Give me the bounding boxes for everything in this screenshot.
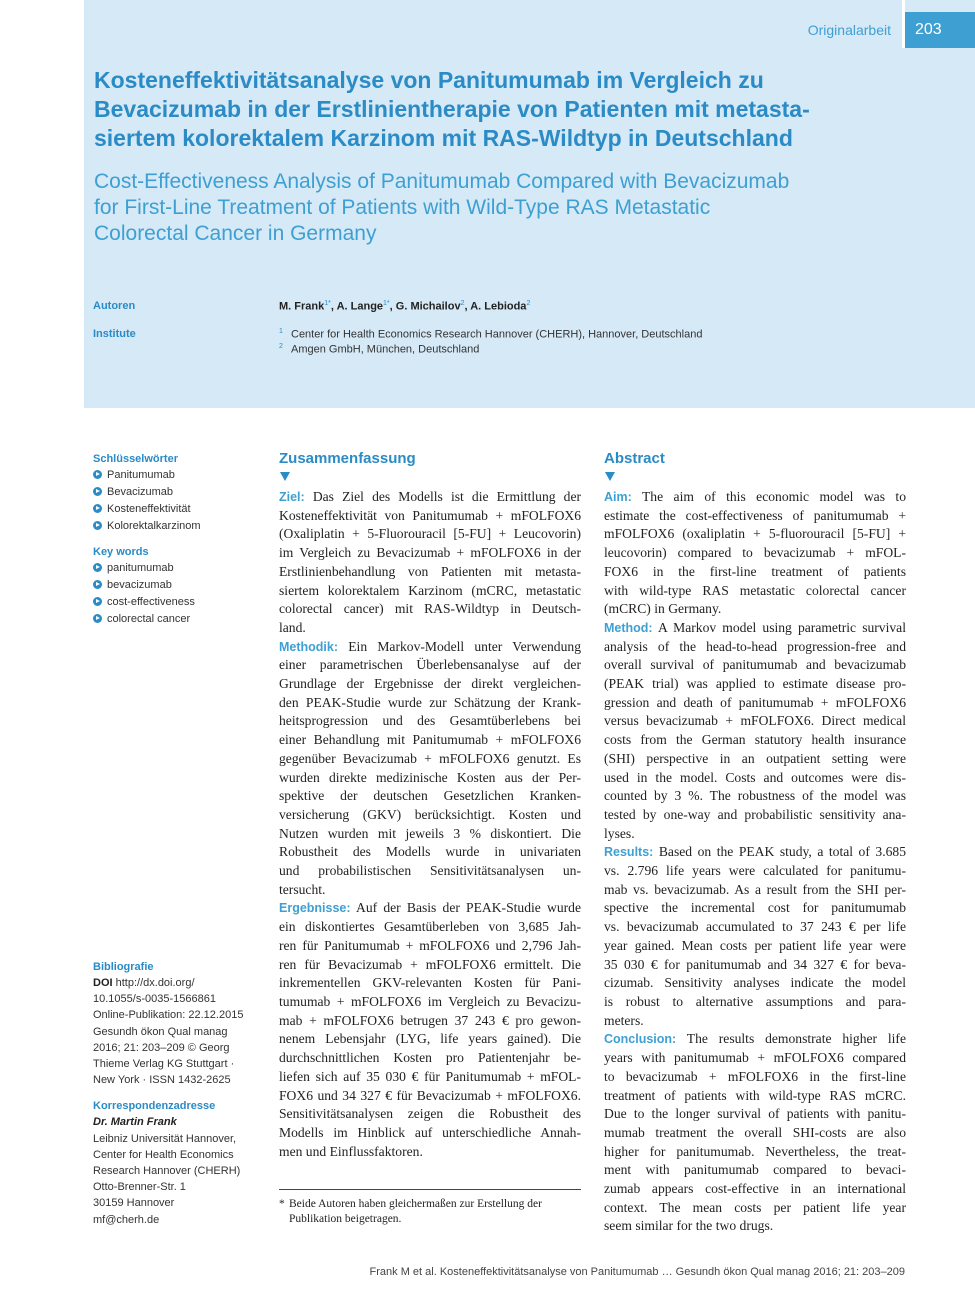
- keyword-item: [93, 560, 263, 577]
- institute-1: $^1$ Center for Health Economics Research Hannover (CHERH), Hannover, Deutschland: [279, 328, 703, 341]
- text-line: liefen sich auf 35 030 € für Panitumumab + mFOL-: [279, 1068, 581, 1084]
- paragraph: [604, 488, 906, 619]
- text-line: to bevacizumab + mFOLFOX6 in the first-line: [604, 1068, 906, 1084]
- text-line: Due to the longer survival of patients with panitu-: [604, 1106, 906, 1122]
- run-in-heading: Results:: [604, 845, 654, 860]
- run-in-heading: Ergebnisse:: [279, 901, 351, 916]
- text-line: mab + mFOLFOX6 betrugen 37 243 € pro gewon-: [279, 1012, 581, 1028]
- keyword-item: [93, 594, 263, 611]
- paragraph: [279, 488, 581, 638]
- keyword-item: [93, 501, 263, 518]
- keywords-en-title: Key words: [93, 546, 149, 558]
- text-line: den PEAK-Studie wurde zur Schätzung der Krank-: [279, 694, 581, 710]
- arrow-right-icon: [93, 614, 102, 623]
- text-line: durchschnittlichen Kosten pro Patientenjahr be-: [279, 1050, 581, 1066]
- text-line: FOX6 in the first-line treatment of patients: [604, 563, 906, 579]
- text-line: tumumab + mFOLFOX6 im Vergleich zu Bevacizu-: [279, 993, 581, 1009]
- author-affiliation: 1*: [324, 300, 331, 307]
- footnote: [279, 1197, 581, 1227]
- text-line: Method: A Markov model using parametric survival: [604, 619, 906, 635]
- text-line: men und Einflussfaktoren.: [279, 1143, 423, 1159]
- text-line: (SHI) perspective in an outpatient setting were: [604, 750, 906, 766]
- text-line: Aim: The aim of this economic model was to: [604, 489, 906, 504]
- text-line: nenem Lebensjahr (LYG, life years gained). Die: [279, 1031, 581, 1047]
- keyword-text: panitumumab: [107, 562, 174, 574]
- correspondence-line: Research Hannover (CHERH): [93, 1165, 241, 1178]
- title-line: siertem kolorektalem Karzinom mit RAS-Wildtyp in Deutschland: [94, 125, 793, 151]
- text-line: inkrementellen GKV-relevanten Kosten für Pani-: [279, 975, 581, 991]
- author-name: M. Frank: [279, 300, 325, 313]
- author-name: G. Michailov: [395, 300, 461, 313]
- section-label: Originalarbeit: [807, 22, 891, 38]
- text-line: tested by one-way and probabilistic sensitivity ana-: [604, 806, 906, 822]
- keyword-text: cost-effectiveness: [107, 596, 195, 608]
- text-line: gression and death of panitumumab + mFOLFOX6: [604, 694, 906, 710]
- text-line: vs. bevacizumab accumulated to 37 243 € per life: [604, 919, 906, 935]
- bibliography-section: [93, 959, 263, 1228]
- text-line: ren für Bevacizumab + mFOLFOX6 ermittelt. Die: [279, 956, 581, 972]
- text-line: versus bevacizumab + mFOLFOX6. Direct medical: [604, 713, 906, 729]
- run-in-heading: Ziel:: [279, 490, 305, 504]
- text-line: zumab appears cost-effective in an international: [604, 1181, 906, 1197]
- text-line: seem similar for the two drugs.: [604, 1218, 774, 1234]
- text-line: tersucht.: [279, 881, 326, 897]
- institute-2: $^2$ Amgen GmbH, München, Deutschland: [279, 343, 480, 356]
- keywords-section: [93, 451, 263, 628]
- text-line: Robustheit des Modells wurde in univariaten: [279, 844, 581, 860]
- text-line: context. The mean costs per patient life year: [604, 1199, 906, 1215]
- title-line: Cost-Effectiveness Analysis of Panitumumab Compared with Bevacizumab: [94, 170, 790, 193]
- text-line: Modells im Hinblick auf unterschiedliche Annah-: [279, 1124, 581, 1140]
- bibliography-line: Gesundh ökon Qual manag: [93, 1025, 228, 1038]
- doi-line: DOI http://dx.doi.org/: [93, 977, 195, 989]
- zusammenfassung-column: [279, 449, 581, 1161]
- text-line: (PEAK trial) was applied to estimate disease pro-: [604, 676, 906, 692]
- text-line: FOX6 und 34 327 € für Bevacizumab + mFOLFOX6.: [279, 1087, 581, 1103]
- footnote-rule: [279, 1189, 581, 1190]
- title-line: Kosteneffektivitätsanalyse von Panitumumab im Vergleich zu: [94, 67, 764, 93]
- text-line: Erstlinienbehandlung von Patienten mit metasta-: [279, 563, 581, 579]
- bibliography-line: Online-Publikation: 22.12.2015: [93, 1009, 244, 1022]
- text-line: vs. 2.796 life years were calculated for panitumu-: [604, 863, 906, 879]
- correspondence-name: Dr. Martin Frank: [93, 1116, 177, 1129]
- keyword-text: bevacizumab: [107, 579, 172, 591]
- run-in-heading: Conclusion:: [604, 1032, 677, 1047]
- text-line: with wild-type RAS metastatic colorectal cancer: [604, 582, 906, 598]
- text-line: heitsprogression und des Gesamtüberlebens bei: [279, 713, 581, 729]
- text-line: land.: [279, 619, 306, 635]
- triangle-down-icon: [605, 472, 615, 481]
- text-line: estimate the cost-effectiveness of panitumumab +: [604, 507, 906, 523]
- text-line: im Vergleich zu Bevacizumab + mFOLFOX6 in der: [279, 545, 581, 561]
- triangle-down-icon: [280, 472, 290, 481]
- author-name: A. Lebioda: [470, 300, 527, 313]
- keyword-text: Kosteneffektivität: [107, 503, 191, 515]
- arrow-right-icon: [93, 580, 102, 589]
- text-line: is robust to alternative assumptions and para-: [604, 993, 906, 1009]
- text-line: Kosteneffektivität von Panitumumab + mFOLFOX6: [279, 507, 581, 523]
- title-line: Colorectal Cancer in Germany: [94, 222, 377, 245]
- text-line: (mCRC) in Germany.: [604, 601, 722, 617]
- text-line: years with panitumumab + mFOLFOX6 compared: [604, 1050, 906, 1066]
- text-line: treatment of patients with wild-type RAS mCRC.: [604, 1087, 906, 1103]
- correspondence-line: Leibniz Universität Hannover,: [93, 1132, 237, 1145]
- footnote-line: * Beide Autoren haben gleichermaßen zur Erstellung der: [279, 1198, 542, 1210]
- correspondence-title: Korrespondenzadresse: [93, 1100, 216, 1113]
- text-line: year gained. Mean costs per patient life year were: [604, 937, 906, 953]
- text-line: Ergebnisse: Auf der Basis der PEAK-Studie wurde: [279, 900, 581, 916]
- title-german: [94, 66, 914, 153]
- keyword-item: [93, 611, 263, 628]
- keyword-item: [93, 577, 263, 594]
- text-line: wurden direkte medizinische Kosten aus der Per-: [279, 769, 581, 785]
- text-line: 35 030 € for panitumumab and 34 327 € for beva-: [604, 956, 906, 972]
- author-name: A. Lange: [336, 300, 384, 313]
- page-number: 203: [905, 12, 975, 48]
- text-line: used in the model. Costs and outcomes were dis-: [604, 769, 906, 785]
- zusammenfassung-heading: Zusammenfassung: [279, 450, 416, 467]
- keyword-text: Panitumumab: [107, 469, 175, 481]
- text-line: colorectal cancer) mit RAS-Wildtyp in Deutsch-: [279, 601, 581, 617]
- bibliography-line: 2016; 21: 203–209 © Georg: [93, 1041, 230, 1054]
- author-affiliation: 2: [460, 300, 465, 307]
- text-line: mumab treatment the overall SHI-costs are also: [604, 1124, 906, 1140]
- author-list: M. Frank$^{1*}$, A. Lange$^{1*}$, G. Michailov$^2$, A. Lebioda$^2$: [279, 300, 531, 313]
- bibliography-line: Thieme Verlag KG Stuttgart ·: [93, 1058, 235, 1071]
- arrow-right-icon: [93, 521, 102, 530]
- text-line: Results: Based on the PEAK study, a total of 3.685: [604, 844, 906, 860]
- text-line: meters.: [604, 1012, 644, 1028]
- institutes-label: Institute: [93, 328, 136, 340]
- keyword-item: [93, 467, 263, 484]
- correspondence-line: Otto-Brenner-Str. 1: [93, 1181, 186, 1194]
- keywords-de-title: Schlüsselwörter: [93, 453, 178, 465]
- text-line: spektive der deutschen Gesetzlichen Kranken-: [279, 788, 581, 804]
- authors-label: Autoren: [93, 300, 136, 312]
- text-line: siertem kolorektalem Karzinom (mCRC, metastatic: [279, 582, 581, 598]
- arrow-right-icon: [93, 563, 102, 572]
- arrow-right-icon: [93, 597, 102, 606]
- text-line: cizumab. Sensitivity analyses indicate the model: [604, 975, 906, 991]
- text-line: analysis of the head-to-head progression-free and: [604, 638, 906, 654]
- abstract-heading: Abstract: [604, 450, 665, 467]
- text-line: counted by 3 %. The robustness of the model was: [604, 788, 906, 804]
- run-in-heading: Methodik:: [279, 639, 339, 654]
- bibliography-line: 10.1055/s-0035-1566861: [93, 993, 216, 1006]
- text-line: Conclusion: The results demonstrate higher life: [604, 1031, 906, 1047]
- author-affiliation: 1*: [383, 300, 390, 307]
- keyword-item: [93, 484, 263, 501]
- correspondence-line: Center for Health Economics: [93, 1148, 234, 1161]
- text-line: Sensitivitätsanalysen zeigen die Robustheit des: [279, 1106, 581, 1122]
- text-line: overall survival of panitumumab and bevacizumab: [604, 657, 906, 673]
- text-line: (Oxaliplatin + 5-Fluorouracil [5-FU] + Leucovorin): [279, 526, 581, 542]
- bibliography-line: New York · ISSN 1432-2625: [93, 1074, 231, 1087]
- text-line: lyses.: [604, 825, 635, 841]
- abstract-column: [604, 449, 906, 1236]
- text-line: Ziel: Das Ziel des Modells ist die Ermittlung der: [279, 489, 581, 504]
- paragraph: [604, 1030, 906, 1236]
- paragraph: [604, 619, 906, 843]
- text-line: leucovorin) compared to bevacizumab + mFOL-: [604, 545, 906, 561]
- footnote-line: Publikation beigetragen.: [289, 1213, 402, 1225]
- run-in-heading: Aim:: [604, 490, 632, 504]
- running-footer: Frank M et al. Kosteneffektivitätsanalyse von Panitumumab … Gesundh ökon Qual manag 2016; 21: 203–209: [369, 1266, 905, 1278]
- text-line: mab vs. bevacizumab. As a result from the SHI per-: [604, 881, 906, 897]
- text-line: spective the incremental cost for panitumumab: [604, 900, 906, 916]
- correspondence-line: 30159 Hannover: [93, 1197, 175, 1210]
- paragraph: [279, 638, 581, 900]
- text-line: einer Behandlung mit Panitumumab + mFOLFOX6: [279, 732, 581, 748]
- arrow-right-icon: [93, 470, 102, 479]
- text-line: Nutzen wurden mit jeweils 3 % diskontiert. Die: [279, 825, 581, 841]
- title-english: [94, 169, 914, 247]
- correspondence-line: mf@cherh.de: [93, 1213, 160, 1226]
- text-line: gegenüber Bevacizumab + mFOLFOX6 genutzt. Es: [279, 750, 581, 766]
- text-line: ren für Panitumumab + mFOLFOX6 und 2,796 Jah-: [279, 937, 581, 953]
- text-line: costs from the German statutory health insurance: [604, 732, 906, 748]
- keyword-text: Kolorektalkarzinom: [107, 520, 201, 532]
- text-line: Methodik: Ein Markov-Modell unter Verwendung: [279, 638, 581, 654]
- author-affiliation: 2: [526, 300, 531, 307]
- run-in-heading: Method:: [604, 620, 653, 635]
- text-line: ment with panitumumab compared to bevaci-: [604, 1162, 906, 1178]
- text-line: Grundlage der Ergebnisse der direkt vergleichen-: [279, 676, 581, 692]
- keyword-text: Bevacizumab: [107, 486, 174, 498]
- text-line: versicherung (GKV) berücksichtigt. Kosten und: [279, 806, 581, 822]
- text-line: und probabilistischen Sensitivitätsanalysen un-: [279, 863, 581, 879]
- footnote-mark: *: [279, 1198, 285, 1210]
- paragraph: [279, 899, 581, 1161]
- title-line: for First-Line Treatment of Patients with Wild-Type RAS Metastatic: [94, 196, 711, 219]
- arrow-right-icon: [93, 504, 102, 513]
- keyword-text: colorectal cancer: [107, 613, 191, 625]
- keyword-item: [93, 518, 263, 535]
- text-line: einer parametrischen Überlebensanalyse auf der: [279, 657, 581, 673]
- text-line: ein diskontiertes Gesamtüberleben von 3,685 Jah-: [279, 919, 581, 935]
- text-line: mFOLFOX6 (oxaliplatin + 5-fluorouracil [5-FU] +: [604, 526, 906, 542]
- title-line: Bevacizumab in der Erstlinientherapie von Patienten mit metasta-: [94, 96, 810, 122]
- bibliography-title: Bibliografie: [93, 961, 154, 973]
- text-line: higher for panitumumab. Nevertheless, the treat-: [604, 1143, 906, 1159]
- paragraph: [604, 843, 906, 1030]
- arrow-right-icon: [93, 487, 102, 496]
